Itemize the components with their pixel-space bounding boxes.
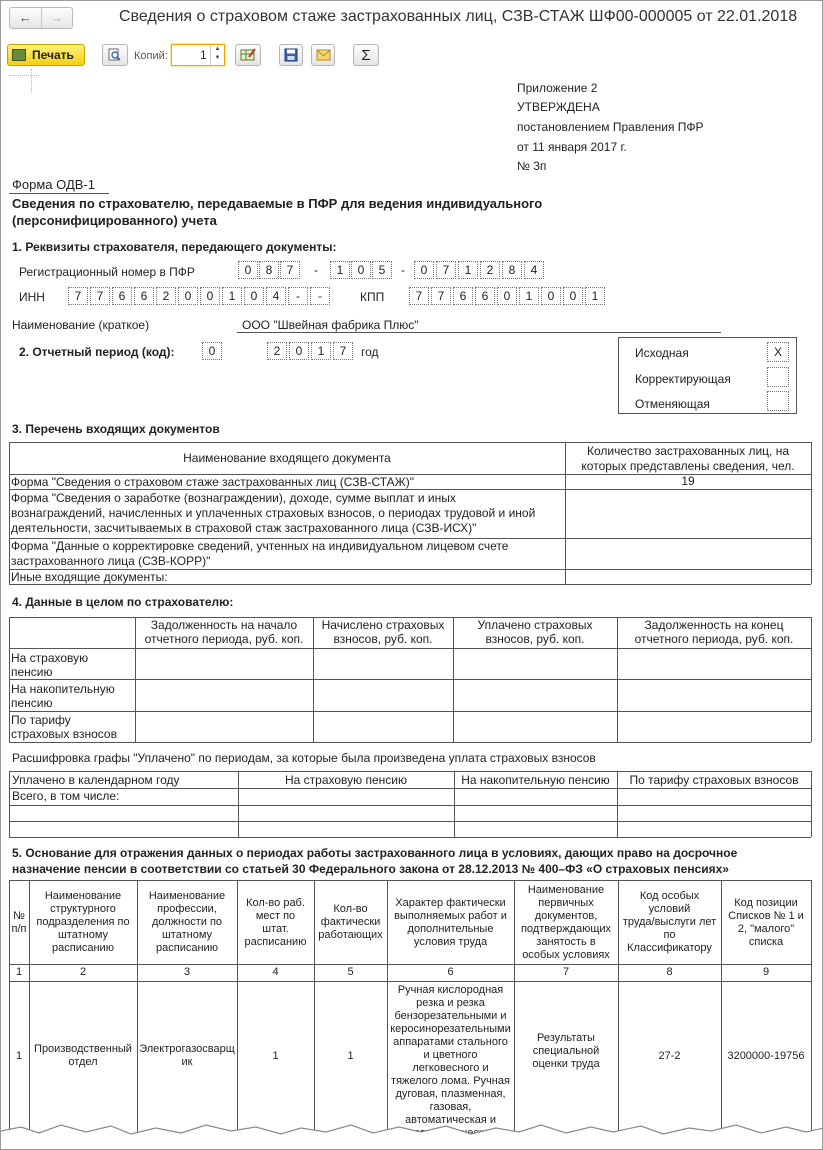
form-type-box	[618, 337, 797, 414]
s4-h3-a: Уплачено страховых	[477, 618, 593, 632]
torn-edge	[1, 1119, 823, 1150]
year-digit: 7	[333, 342, 353, 360]
reg-digit: 8	[502, 261, 522, 279]
nav-buttons	[9, 7, 73, 29]
s5-header-col9: Код позиции Списков № 1 и 2, "малого" списка	[728, 896, 804, 948]
s4-h2-b: взносов, руб. коп.	[333, 632, 433, 646]
reg-digit: 0	[238, 261, 258, 279]
type-cancel-label: Отменяющая	[635, 397, 710, 411]
reg-digit: 2	[480, 261, 500, 279]
s3-row2-text-2: вознаграждений, начисленных и уплаченных страховых взносов, о периодах трудовой и иной	[11, 506, 536, 520]
copies-spin-icon[interactable]: ▲ ▼	[210, 45, 224, 65]
kpp-digit: 0	[497, 287, 517, 305]
s3-header-count-1: Количество застрахованных лиц, на	[586, 443, 789, 458]
bd-total-label: Всего, в том числе:	[12, 789, 120, 803]
reg-separator: -	[314, 263, 318, 277]
s4-row3-a: По тарифу	[11, 713, 71, 727]
s3-row3-text-1: Форма "Данные о корректировке сведений, учтенных на индивидуальном лицевом счете	[11, 539, 509, 553]
year-digit: 0	[289, 342, 309, 360]
company-name-underline	[237, 332, 721, 333]
year-label: год	[361, 345, 379, 359]
save-button[interactable]	[279, 44, 303, 66]
s5-row-work-character: Ручная кислородная резка и резка бензорезательными и керосинорезательными аппаратами стального и цветного легковесного и тяжелого лома. Ручная дуговая, плазменная, газовая, автоматическая и	[390, 984, 511, 1126]
s5-colnum-1: 1	[15, 966, 23, 978]
inn-digit: 0	[200, 287, 220, 305]
s5-colnum-6: 6	[447, 966, 454, 978]
bd-h2: На страховую пенсию	[284, 772, 407, 787]
bd-h1: Уплачено в календарном году	[12, 772, 180, 787]
s4-h4-a: Задолженность на конец	[644, 618, 784, 632]
email-button[interactable]	[311, 44, 335, 66]
forward-icon[interactable]: →	[41, 8, 73, 28]
s4-row3-b: страховых взносов	[11, 727, 117, 741]
inn-digit: 6	[112, 287, 132, 305]
s5-header-col5: Кол-во фактически работающих	[318, 903, 383, 941]
copies-input[interactable]: 1 ▲ ▼	[171, 44, 225, 66]
s5-header-col2: Наименование структурного подразделения по штатному расписанию	[36, 890, 130, 954]
section5-title-2: назначение пенсии в соответствии со статьей 30 Федерального закона от 28.12.2013 № 400–ФЗ «О страховых пенсиях»	[12, 862, 729, 876]
s4-row2-b: пенсию	[11, 696, 53, 710]
edit-button[interactable]	[235, 44, 261, 66]
preview-button[interactable]	[102, 44, 128, 66]
s4-row1-b: пенсию	[11, 665, 53, 679]
kpp-digit: 6	[475, 287, 495, 305]
period-code-box: 0	[202, 342, 222, 360]
reg-digit: 0	[351, 261, 371, 279]
s5-colnum-2: 2	[79, 966, 87, 978]
s3-row2-text-1: Форма "Сведения о заработке (вознаграждении), доходе, сумме выплат и иных	[11, 491, 456, 505]
s4-h1-a: Задолженность на начало	[150, 618, 298, 632]
kpp-digit: 1	[585, 287, 605, 305]
s5-header-col1: № п/п	[11, 909, 27, 935]
reg-digit: 7	[280, 261, 300, 279]
s5-row-number: 1	[15, 1049, 23, 1062]
s3-header-count-2: которых представлены сведения, чел.	[581, 458, 795, 473]
reg-digit: 4	[524, 261, 544, 279]
s5-colnum-7: 7	[562, 966, 570, 978]
bd-h4: По тарифу страховых взносов	[629, 772, 799, 787]
s5-colnum-4: 4	[272, 966, 279, 978]
s3-row1-count: 19	[681, 474, 695, 488]
inn-digit: -	[288, 287, 308, 305]
s4-h2-a: Начислено страховых	[321, 618, 445, 632]
s5-colnum-8: 8	[666, 966, 673, 978]
edit-table-icon	[240, 48, 256, 62]
year-digit: 2	[267, 342, 287, 360]
kpp-digit: 1	[519, 287, 539, 305]
period-label: 2. Отчетный период (код):	[19, 345, 175, 359]
decree-text: постановлением Правления ПФР	[517, 120, 704, 134]
form-title-line1: Сведения по страхователю, передаваемые в ПФР для ведения индивидуального	[12, 196, 543, 211]
inn-digit: 2	[156, 287, 176, 305]
inn-digit: 0	[178, 287, 198, 305]
envelope-icon	[316, 49, 331, 61]
inn-digit: 7	[68, 287, 88, 305]
s5-row-docs: Результаты специальной оценки труда	[532, 1031, 600, 1070]
kpp-digit: 6	[453, 287, 473, 305]
inn-digit: 6	[134, 287, 154, 305]
inn-digit: 7	[90, 287, 110, 305]
reg-digit: 1	[458, 261, 478, 279]
section4-title: 4. Данные в целом по страхователю:	[12, 595, 234, 609]
back-icon[interactable]: ←	[18, 10, 32, 25]
sigma-icon: Σ	[361, 46, 371, 64]
reg-label: Регистрационный номер в ПФР	[19, 265, 195, 279]
s5-row-position-code: 3200000-19756	[727, 1049, 805, 1062]
type-original-box: X	[767, 342, 789, 362]
inn-digit: 4	[266, 287, 286, 305]
s5-header-col4: Кол-во раб. мест по штат. расписанию	[244, 896, 307, 948]
s5-row-dept: Производственный отдел	[34, 1043, 132, 1068]
s4-h3-b: взносов, руб. коп.	[485, 632, 585, 646]
page-corner	[9, 75, 39, 76]
form-name-underline	[9, 193, 109, 194]
year-digit: 1	[311, 342, 331, 360]
floppy-disk-icon	[284, 48, 298, 62]
s5-row-profession: Электрогазосварщ ик	[139, 1043, 235, 1068]
s5-row-actual: 1	[347, 1049, 354, 1062]
s3-row1-text: Форма "Сведения о страховом стаже застрахованных лиц (СЗВ-СТАЖ)"	[11, 475, 415, 489]
kpp-digit: 0	[541, 287, 561, 305]
reg-digit: 8	[259, 261, 279, 279]
s5-colnum-5: 5	[347, 966, 354, 978]
document-area	[1, 75, 822, 1149]
s5-header-col8: Код особых условий труда/выслуги лет по Классификатору	[622, 890, 717, 954]
print-button[interactable]: Печать	[7, 44, 85, 66]
copies-label: Копий:	[134, 50, 168, 62]
s3-row2-text-3: деятельности, засчитываемых в страховой стаж застрахованного лица (СЗВ-ИСХ)"	[11, 521, 477, 535]
bd-h3: На накопительную пенсию	[461, 772, 610, 787]
s3-row4-text: Иные входящие документы:	[11, 570, 168, 584]
reg-digit: 0	[414, 261, 434, 279]
s4-h4-b: отчетного периода, руб. коп.	[634, 632, 794, 646]
printer-icon	[12, 49, 26, 61]
s5-header-col7: Наименование первичных документов, подтверждающих занятость в особых условиях	[520, 883, 612, 961]
decree-number: № 3п	[517, 159, 547, 173]
reg-digit: 7	[436, 261, 456, 279]
inn-digit: -	[310, 287, 330, 305]
section5-title-1: 5. Основание для отражения данных о периодах работы застрахованного лица в условиях, дающих право на досрочное	[12, 846, 738, 860]
inn-digit: 1	[222, 287, 242, 305]
company-name: ООО "Швейная фабрика Плюс"	[242, 318, 419, 332]
kpp-digit: 7	[431, 287, 451, 305]
s4-row1-a: На страховую	[11, 651, 89, 665]
grid-line	[811, 880, 812, 1150]
type-corrective-box	[767, 367, 789, 387]
inn-label: ИНН	[19, 290, 45, 304]
kpp-digit: 7	[409, 287, 429, 305]
kpp-label: КПП	[360, 290, 385, 304]
s5-header-col6: Характер фактически выполняемых работ и дополнительные условия труда	[394, 896, 507, 948]
approved-text: УТВЕРЖДЕНА	[517, 100, 600, 114]
type-cancel-box	[767, 391, 789, 411]
magnifier-icon	[108, 48, 122, 62]
form-name: Форма ОДВ-1	[12, 177, 95, 192]
annex-text: Приложение 2	[517, 81, 598, 95]
s3-header-name: Наименование входящего документа	[183, 450, 391, 465]
s5-row-condition-code: 27-2	[658, 1049, 681, 1062]
breakdown-title: Расшифровка графы "Уплачено" по периодам, за которые была произведена уплата страховых взносов	[12, 751, 596, 765]
reg-digit: 1	[330, 261, 350, 279]
type-corrective-label: Корректирующая	[635, 372, 731, 386]
decree-date: от 11 января 2017 г.	[517, 140, 627, 154]
title-bar	[1, 1, 822, 35]
window-title: Сведения о страховом стаже застрахованных лиц, СЗВ-СТАЖ ШФ00-000005 от 22.01.2018	[119, 8, 798, 25]
s4-h1-b: отчетного периода, руб. коп.	[144, 632, 304, 646]
toolbar	[1, 39, 822, 73]
kpp-digit: 0	[563, 287, 583, 305]
type-original-label: Исходная	[635, 346, 689, 360]
reg-digit: 5	[372, 261, 392, 279]
s3-row3-text-2: застрахованного лица (СЗВ-КОРР)"	[11, 554, 211, 568]
name-label: Наименование (краткое)	[12, 318, 150, 332]
s5-colnum-3: 3	[183, 966, 191, 978]
s5-header-col3: Наименование профессии, должности по штатному расписанию	[148, 890, 226, 954]
section3-title: 3. Перечень входящих документов	[12, 422, 220, 436]
form-title-line2: (персонифицированного) учета	[12, 213, 217, 228]
page-corner-v	[31, 69, 32, 93]
section1-title: 1. Реквизиты страхователя, передающего документы:	[12, 240, 337, 254]
s5-row-places: 1	[272, 1049, 279, 1062]
sum-button[interactable]	[353, 44, 379, 66]
reg-separator: -	[401, 263, 405, 277]
s5-colnum-9: 9	[762, 966, 770, 978]
inn-digit: 0	[244, 287, 264, 305]
s4-row2-a: На накопительную	[11, 682, 115, 696]
